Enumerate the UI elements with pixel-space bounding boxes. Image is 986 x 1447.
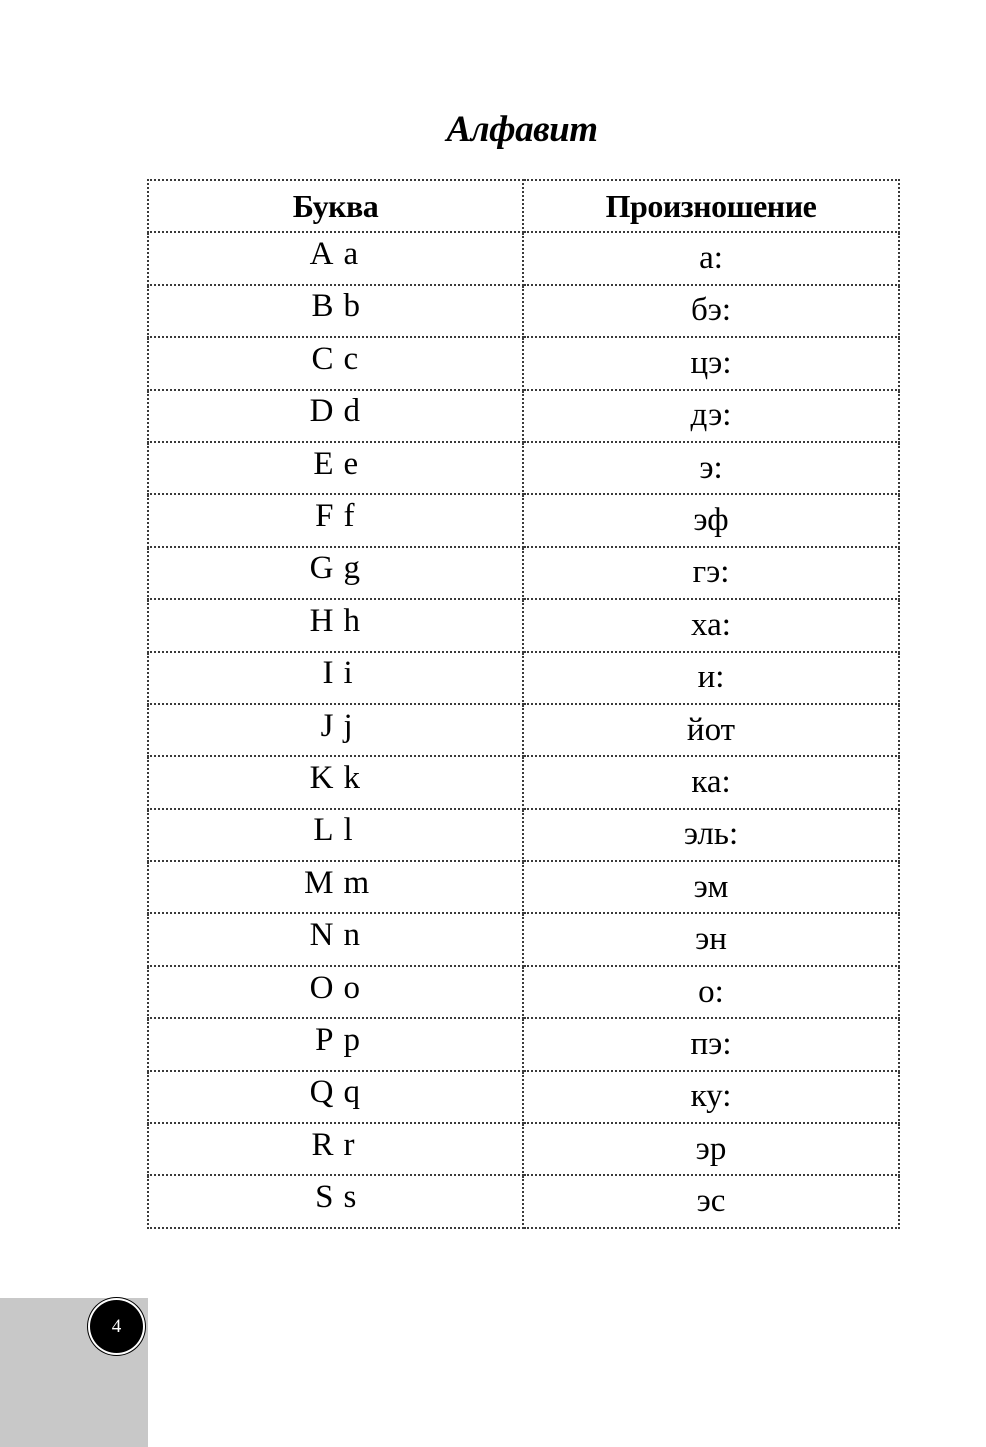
letter-cell [148,390,523,442]
uppercase-letter: M [304,864,334,901]
table-row [148,390,899,442]
letter-pair [296,707,376,744]
pronunciation-cell: эс [523,1175,899,1227]
table-row [148,337,899,389]
letter-pair [296,500,376,534]
letter-pair [296,657,376,691]
uppercase-letter: I [322,655,334,692]
letter-cell [148,704,523,756]
table-row [148,756,899,808]
table-row [148,285,899,337]
pronunciation-cell: дэ: [523,390,899,442]
letter-cell [148,913,523,965]
uppercase-letter: H [309,602,334,639]
letter-cell [148,1123,523,1175]
lowercase-letter: h [343,602,360,639]
letter-pair [296,1181,376,1215]
letter-cell [148,1018,523,1070]
lowercase-letter: b [343,288,360,325]
letter-cell [148,494,523,546]
letter-pair [296,864,376,901]
pronunciation-cell: ха: [523,599,899,651]
table-row [148,442,899,494]
letter-cell [148,442,523,494]
pronunciation-cell: э: [523,442,899,494]
letter-cell [148,861,523,913]
letter-cell [148,232,523,284]
letter-pair [296,445,376,482]
table-row [148,861,899,913]
letter-cell [148,285,523,337]
lowercase-letter: d [343,393,360,430]
table-row [148,809,899,861]
pronunciation-cell: бэ: [523,285,899,337]
uppercase-letter: E [313,445,334,482]
pronunciation-cell: эм [523,861,899,913]
uppercase-letter: L [313,812,334,849]
pronunciation-cell: ка: [523,756,899,808]
alphabet-table [147,179,900,1229]
lowercase-letter: n [343,917,360,954]
lowercase-letter: o [343,969,360,1006]
lowercase-letter: p [343,1021,360,1058]
letter-cell [148,966,523,1018]
page-number-badge: 4 [90,1300,143,1353]
letter-cell [148,756,523,808]
table-row [148,652,899,704]
lowercase-letter: g [343,550,360,587]
letter-cell [148,1175,523,1227]
uppercase-letter: F [315,498,334,535]
uppercase-letter: C [311,340,334,377]
lowercase-letter: q [343,1074,360,1111]
table-row [148,1018,899,1070]
pronunciation-cell: цэ: [523,337,899,389]
letter-cell [148,599,523,651]
uppercase-letter: N [309,917,334,954]
header-letter: Буква [148,180,523,232]
uppercase-letter: P [315,1021,334,1058]
letter-pair [296,340,376,377]
uppercase-letter: R [311,1126,334,1163]
uppercase-letter: D [309,393,334,430]
table-row [148,704,899,756]
table-header-row [148,180,899,232]
pronunciation-cell: эн [523,913,899,965]
table-row [148,1175,899,1227]
lowercase-letter: e [343,445,359,482]
letter-pair [296,395,376,429]
lowercase-letter: r [343,1126,355,1163]
letter-pair [296,290,376,324]
uppercase-letter: A [309,236,334,273]
letter-pair [296,1126,376,1163]
letter-pair [296,1021,376,1058]
lowercase-letter: a [343,236,359,273]
page-title: Алфавит [446,109,598,150]
uppercase-letter: S [315,1179,334,1216]
lowercase-letter: c [343,340,359,377]
pronunciation-cell: ку: [523,1071,899,1123]
uppercase-letter: K [309,759,334,796]
pronunciation-cell: а: [523,232,899,284]
uppercase-letter: G [309,550,334,587]
pronunciation-cell: эр [523,1123,899,1175]
letter-cell [148,337,523,389]
letter-cell [148,809,523,861]
letter-cell [148,1071,523,1123]
uppercase-letter: B [311,288,334,325]
lowercase-letter: k [343,759,360,796]
pronunciation-cell: йот [523,704,899,756]
pronunciation-cell: эф [523,494,899,546]
letter-pair [296,552,376,586]
lowercase-letter: j [343,707,353,744]
letter-pair [296,1076,376,1110]
uppercase-letter: Q [309,1074,334,1111]
table-row [148,494,899,546]
lowercase-letter: l [343,812,353,849]
table-row [148,1123,899,1175]
uppercase-letter: O [309,969,334,1006]
alphabet-rows [148,232,899,1227]
letter-pair [296,759,376,796]
table-row [148,966,899,1018]
letter-cell [148,652,523,704]
letter-cell [148,547,523,599]
pronunciation-cell: и: [523,652,899,704]
letter-pair [296,919,376,953]
lowercase-letter: m [343,864,370,901]
table-row [148,913,899,965]
table-row [148,232,899,284]
letter-pair [296,814,376,848]
lowercase-letter: s [343,1179,357,1216]
table-row [148,599,899,651]
lowercase-letter: i [343,655,353,692]
pronunciation-cell: о: [523,966,899,1018]
pronunciation-cell: пэ: [523,1018,899,1070]
header-pronunciation: Произношение [523,180,899,232]
uppercase-letter: J [320,707,334,744]
letter-pair [296,238,376,272]
letter-pair [296,602,376,639]
pronunciation-cell: эль: [523,809,899,861]
lowercase-letter: f [343,498,355,535]
letter-pair [296,969,376,1006]
table-row [148,1071,899,1123]
pronunciation-cell: гэ: [523,547,899,599]
table-row [148,547,899,599]
